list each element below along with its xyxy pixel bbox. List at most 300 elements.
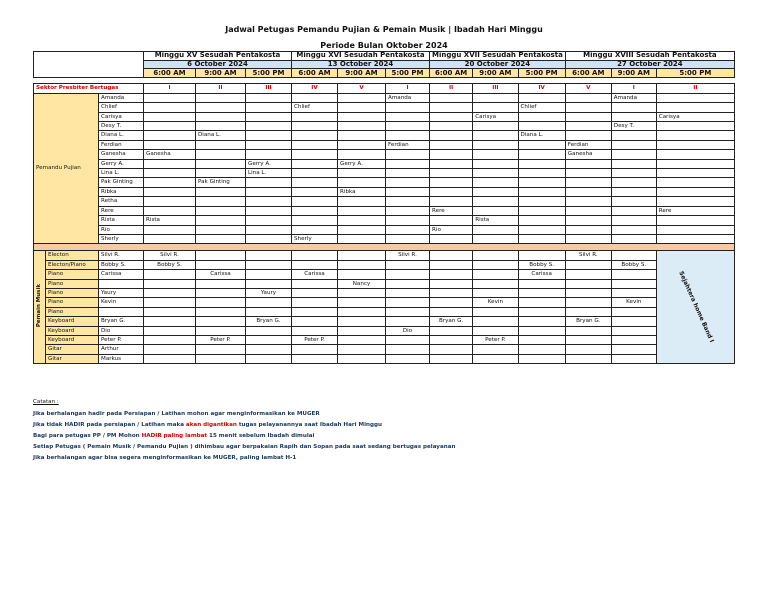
schedule-cell xyxy=(386,260,430,269)
sektor-value: II xyxy=(656,84,734,93)
pemandu-name: Retha xyxy=(99,197,144,206)
schedule-cell xyxy=(144,187,196,196)
schedule-cell xyxy=(656,140,734,149)
schedule-cell xyxy=(518,298,565,307)
schedule-cell xyxy=(338,140,386,149)
schedule-cell xyxy=(246,326,292,335)
schedule-cell xyxy=(518,225,565,234)
schedule-cell xyxy=(386,112,430,121)
week-name: Minggu XVIII Sesudah Pentakosta xyxy=(565,52,734,61)
schedule-cell xyxy=(611,225,656,234)
schedule-cell: Silvi R. xyxy=(144,251,196,260)
schedule-cell xyxy=(246,178,292,187)
schedule-cell: Carissa xyxy=(196,270,246,279)
schedule-cell xyxy=(292,197,338,206)
pemandu-name: Diana L. xyxy=(99,131,144,140)
schedule-cell xyxy=(430,112,473,121)
notes-heading: Catatan : xyxy=(33,399,59,405)
schedule-cell: Sherly xyxy=(292,234,338,243)
schedule-cell: Bryan G. xyxy=(430,317,473,326)
pemandu-row xyxy=(34,112,735,121)
schedule-cell xyxy=(246,234,292,243)
schedule-cell: Kevin xyxy=(473,298,518,307)
sektor-value: I xyxy=(144,84,196,93)
pemandu-row xyxy=(34,187,735,196)
schedule-cell xyxy=(338,112,386,121)
schedule-cell xyxy=(473,159,518,168)
musik-row xyxy=(34,279,735,288)
service-time: 6:00 AM xyxy=(144,69,196,78)
instrument: Piano xyxy=(46,270,99,279)
musik-row xyxy=(34,307,735,316)
schedule-cell xyxy=(565,159,611,168)
schedule-cell xyxy=(386,288,430,297)
week-name: Minggu XVII Sesudah Pentakosta xyxy=(430,52,566,61)
schedule-cell xyxy=(144,317,196,326)
schedule-cell xyxy=(196,169,246,178)
musician-name: Markus xyxy=(99,354,144,363)
sektor-value: II xyxy=(196,84,246,93)
schedule-cell xyxy=(196,345,246,354)
pemandu-name: Lina L. xyxy=(99,169,144,178)
schedule-cell xyxy=(518,206,565,215)
pemandu-name: Rere xyxy=(99,206,144,215)
schedule-cell xyxy=(292,187,338,196)
schedule-cell xyxy=(196,279,246,288)
schedule-cell xyxy=(386,122,430,131)
service-time: 6:00 AM xyxy=(430,69,473,78)
schedule-cell: Desy T. xyxy=(611,122,656,131)
period-subtitle: Periode Bulan Oktober 2024 xyxy=(320,41,448,50)
schedule-cell xyxy=(386,216,430,225)
instrument: Piano xyxy=(46,307,99,316)
schedule-cell xyxy=(292,317,338,326)
schedule-cell xyxy=(386,270,430,279)
schedule-cell xyxy=(246,307,292,316)
schedule-cell xyxy=(196,307,246,316)
schedule-cell: Rio xyxy=(430,225,473,234)
schedule-cell xyxy=(611,270,656,279)
schedule-cell xyxy=(611,317,656,326)
note-line-4: Setiap Petugas ( Pemain Musik / Pemandu Pujian ) dihimbau agar berpakaian Rapih dan Sopan pada saat sedang bertugas pelayanan xyxy=(33,444,456,450)
note-line-5: Jika berhalangan agar bisa segera menginformasikan ke MUGER, paling lambat H-1 xyxy=(33,455,297,461)
musician-name: Bobby S. xyxy=(99,260,144,269)
schedule-cell xyxy=(565,326,611,335)
schedule-cell xyxy=(430,187,473,196)
schedule-cell xyxy=(611,178,656,187)
schedule-cell: Pak Ginting xyxy=(196,178,246,187)
schedule-cell xyxy=(518,335,565,344)
schedule-cell xyxy=(386,279,430,288)
schedule-cell xyxy=(338,335,386,344)
schedule-cell xyxy=(144,178,196,187)
schedule-cell xyxy=(656,225,734,234)
schedule-cell xyxy=(196,122,246,131)
schedule-cell xyxy=(473,187,518,196)
schedule-cell xyxy=(518,317,565,326)
pemandu-name: Sherly xyxy=(99,234,144,243)
schedule-cell xyxy=(246,345,292,354)
service-time: 5:00 PM xyxy=(518,69,565,78)
pemandu-row xyxy=(34,197,735,206)
sektor-value: III xyxy=(473,84,518,93)
schedule-cell xyxy=(565,234,611,243)
schedule-cell xyxy=(473,197,518,206)
schedule-cell xyxy=(144,140,196,149)
service-time: 9:00 AM xyxy=(611,69,656,78)
schedule-cell xyxy=(565,103,611,112)
schedule-cell xyxy=(656,187,734,196)
schedule-cell xyxy=(338,122,386,131)
schedule-cell xyxy=(246,140,292,149)
schedule-cell xyxy=(473,317,518,326)
schedule-cell xyxy=(473,279,518,288)
schedule-cell xyxy=(144,197,196,206)
schedule-cell: Bobby S. xyxy=(518,260,565,269)
pemandu-row xyxy=(34,122,735,131)
schedule-cell xyxy=(611,103,656,112)
schedule-cell: Nancy xyxy=(338,279,386,288)
schedule-cell xyxy=(656,93,734,102)
sektor-value: V xyxy=(565,84,611,93)
pemandu-name: Ganesha xyxy=(99,150,144,159)
service-time: 5:00 PM xyxy=(246,69,292,78)
schedule-cell xyxy=(292,93,338,102)
schedule-cell xyxy=(386,150,430,159)
schedule-cell: Peter P. xyxy=(196,335,246,344)
schedule-cell xyxy=(292,131,338,140)
schedule-cell xyxy=(292,279,338,288)
pemandu-row xyxy=(34,178,735,187)
schedule-cell xyxy=(430,103,473,112)
schedule-cell xyxy=(292,260,338,269)
separator-row xyxy=(34,244,735,251)
schedule-cell: Ferdian xyxy=(386,140,430,149)
pemandu-row xyxy=(34,234,735,243)
schedule-cell xyxy=(292,169,338,178)
musik-row xyxy=(34,317,735,326)
header-blank xyxy=(34,52,144,78)
schedule-cell xyxy=(338,93,386,102)
musik-row xyxy=(34,354,735,363)
schedule-cell xyxy=(386,335,430,344)
instrument: Keyboard xyxy=(46,326,99,335)
schedule-cell xyxy=(246,150,292,159)
schedule-cell: Peter P. xyxy=(473,335,518,344)
schedule-cell xyxy=(144,279,196,288)
schedule-cell xyxy=(565,122,611,131)
schedule-cell xyxy=(611,354,656,363)
musik-row xyxy=(34,326,735,335)
service-time: 5:00 PM xyxy=(656,69,734,78)
schedule-cell xyxy=(518,150,565,159)
schedule-cell xyxy=(430,298,473,307)
schedule-cell xyxy=(565,270,611,279)
schedule-cell xyxy=(473,131,518,140)
schedule-cell xyxy=(292,178,338,187)
schedule-cell xyxy=(292,150,338,159)
schedule-cell xyxy=(473,140,518,149)
schedule-cell xyxy=(144,159,196,168)
schedule-cell xyxy=(565,354,611,363)
schedule-cell xyxy=(611,326,656,335)
schedule-cell xyxy=(338,206,386,215)
schedule-cell xyxy=(196,103,246,112)
schedule-cell xyxy=(611,234,656,243)
schedule-cell xyxy=(430,122,473,131)
schedule-cell xyxy=(144,131,196,140)
musik-row xyxy=(34,335,735,344)
schedule-cell xyxy=(518,251,565,260)
schedule-cell xyxy=(338,345,386,354)
schedule-cell: Amanda xyxy=(386,93,430,102)
schedule-cell xyxy=(611,251,656,260)
schedule-cell xyxy=(144,234,196,243)
schedule-cell xyxy=(473,93,518,102)
schedule-cell xyxy=(292,354,338,363)
schedule-cell xyxy=(473,122,518,131)
schedule-cell xyxy=(565,178,611,187)
schedule-cell xyxy=(144,288,196,297)
schedule-cell xyxy=(518,197,565,206)
schedule-cell xyxy=(338,307,386,316)
schedule-cell xyxy=(144,307,196,316)
schedule-cell xyxy=(338,197,386,206)
pemandu-row xyxy=(34,216,735,225)
schedule-cell xyxy=(386,178,430,187)
schedule-cell: Rere xyxy=(430,206,473,215)
schedule-cell xyxy=(196,216,246,225)
schedule-cell xyxy=(473,178,518,187)
schedule-cell xyxy=(338,270,386,279)
pemandu-name: Chlief xyxy=(99,103,144,112)
schedule-cell xyxy=(292,112,338,121)
schedule-cell xyxy=(430,140,473,149)
schedule-cell xyxy=(196,159,246,168)
schedule-cell xyxy=(338,150,386,159)
schedule-cell xyxy=(565,169,611,178)
schedule-cell xyxy=(144,270,196,279)
service-time: 6:00 AM xyxy=(292,69,338,78)
schedule-cell: Bryan G. xyxy=(565,317,611,326)
schedule-cell xyxy=(518,159,565,168)
schedule-cell xyxy=(473,270,518,279)
schedule-cell xyxy=(565,288,611,297)
schedule-cell xyxy=(338,131,386,140)
pemandu-row xyxy=(34,206,735,215)
schedule-cell: Ganesha xyxy=(144,150,196,159)
pemandu-name: Ribka xyxy=(99,187,144,196)
schedule-cell xyxy=(246,93,292,102)
musik-label-text: Pemain Musik xyxy=(36,283,43,328)
schedule-cell xyxy=(565,197,611,206)
schedule-cell: Carissa xyxy=(518,270,565,279)
instrument: Piano xyxy=(46,288,99,297)
schedule-cell xyxy=(430,150,473,159)
sektor-label: Sektor Presbiter Bertugas xyxy=(34,84,144,93)
schedule-cell xyxy=(518,216,565,225)
schedule-cell xyxy=(430,354,473,363)
musik-row xyxy=(34,251,735,260)
schedule-cell xyxy=(196,187,246,196)
schedule-cell xyxy=(656,178,734,187)
schedule-cell xyxy=(338,317,386,326)
schedule-cell xyxy=(196,112,246,121)
schedule-cell xyxy=(611,216,656,225)
sektor-row xyxy=(34,84,735,93)
schedule-cell xyxy=(518,122,565,131)
musician-name xyxy=(99,307,144,316)
schedule-cell xyxy=(144,345,196,354)
schedule-cell xyxy=(473,354,518,363)
schedule-cell xyxy=(144,93,196,102)
schedule-cell: Ferdian xyxy=(565,140,611,149)
schedule-cell xyxy=(611,307,656,316)
schedule-cell xyxy=(386,234,430,243)
schedule-cell xyxy=(565,225,611,234)
musician-name: Arthur xyxy=(99,345,144,354)
instrument: Gitar xyxy=(46,345,99,354)
schedule-cell xyxy=(338,234,386,243)
schedule-cell: Lina L. xyxy=(246,169,292,178)
schedule-cell xyxy=(430,307,473,316)
schedule-cell xyxy=(338,169,386,178)
musician-name: Dio xyxy=(99,326,144,335)
schedule-cell xyxy=(656,197,734,206)
musik-row xyxy=(34,345,735,354)
schedule-cell xyxy=(430,159,473,168)
schedule-cell xyxy=(518,169,565,178)
schedule-cell xyxy=(518,354,565,363)
schedule-cell xyxy=(386,131,430,140)
schedule-cell xyxy=(246,112,292,121)
separator-cell xyxy=(34,244,735,251)
schedule-cell xyxy=(611,159,656,168)
schedule-cell xyxy=(430,260,473,269)
schedule-cell xyxy=(246,354,292,363)
schedule-cell xyxy=(430,178,473,187)
schedule-cell xyxy=(473,234,518,243)
instrument: Keyboard xyxy=(46,317,99,326)
week-date: 20 October 2024 xyxy=(430,60,566,69)
pemandu-name: Amanda xyxy=(99,93,144,102)
schedule-cell: Bobby S. xyxy=(611,260,656,269)
schedule-cell xyxy=(292,298,338,307)
note-line-2: Jika tidak HADIR pada persiapan / Latihan maka akan digantikan tugas pelayanannya saat Ibadah Hari Minggu xyxy=(33,422,382,428)
sektor-value: IV xyxy=(292,84,338,93)
musician-name: Silvi R. xyxy=(99,251,144,260)
service-time: 9:00 AM xyxy=(196,69,246,78)
instrument: Gitar xyxy=(46,354,99,363)
musician-name: Yaury xyxy=(99,288,144,297)
schedule-cell: Silvi R. xyxy=(386,251,430,260)
schedule-cell xyxy=(196,326,246,335)
schedule-cell xyxy=(338,251,386,260)
schedule-cell xyxy=(196,288,246,297)
schedule-cell xyxy=(386,206,430,215)
schedule-cell xyxy=(565,93,611,102)
schedule-cell xyxy=(656,150,734,159)
schedule-cell xyxy=(386,298,430,307)
schedule-cell xyxy=(430,345,473,354)
schedule-cell: Rista xyxy=(144,216,196,225)
schedule-cell xyxy=(196,140,246,149)
schedule-cell xyxy=(144,225,196,234)
schedule-cell: Carisya xyxy=(473,112,518,121)
schedule-cell xyxy=(473,260,518,269)
schedule-cell xyxy=(430,251,473,260)
schedule-cell xyxy=(565,307,611,316)
schedule-cell xyxy=(144,112,196,121)
sektor-value: III xyxy=(246,84,292,93)
pemandu-row xyxy=(34,140,735,149)
schedule-cell xyxy=(386,103,430,112)
schedule-cell xyxy=(144,206,196,215)
schedule-cell xyxy=(386,345,430,354)
schedule-cell xyxy=(611,197,656,206)
schedule-cell: Carisya xyxy=(656,112,734,121)
pemandu-row xyxy=(34,159,735,168)
schedule-cell xyxy=(611,150,656,159)
schedule-cell xyxy=(292,159,338,168)
week-date: 27 October 2024 xyxy=(565,60,734,69)
schedule-cell xyxy=(656,131,734,140)
week-date: 6 October 2024 xyxy=(144,60,292,69)
schedule-cell xyxy=(246,103,292,112)
schedule-cell: Bryan G. xyxy=(246,317,292,326)
schedule-cell: Kevin xyxy=(611,298,656,307)
schedule-cell: Gerry A. xyxy=(246,159,292,168)
sektor-value: I xyxy=(611,84,656,93)
schedule-cell xyxy=(144,326,196,335)
schedule-cell xyxy=(430,270,473,279)
schedule-cell xyxy=(246,131,292,140)
schedule-cell: Gerry A. xyxy=(338,159,386,168)
schedule-cell xyxy=(292,288,338,297)
sektor-value: II xyxy=(430,84,473,93)
musik-row xyxy=(34,260,735,269)
schedule-cell xyxy=(518,187,565,196)
schedule-cell xyxy=(338,225,386,234)
schedule-cell xyxy=(611,206,656,215)
schedule-cell xyxy=(386,317,430,326)
schedule-cell xyxy=(565,187,611,196)
schedule-cell xyxy=(565,206,611,215)
pemandu-row xyxy=(34,225,735,234)
schedule-cell xyxy=(386,354,430,363)
musik-row xyxy=(34,298,735,307)
schedule-cell xyxy=(386,225,430,234)
schedule-cell xyxy=(338,103,386,112)
schedule-cell xyxy=(565,298,611,307)
schedule-cell xyxy=(292,326,338,335)
pemandu-name: Rio xyxy=(99,225,144,234)
schedule-cell xyxy=(611,187,656,196)
schedule-cell xyxy=(338,298,386,307)
schedule-cell xyxy=(656,234,734,243)
pemandu-name: Desy T. xyxy=(99,122,144,131)
schedule-cell xyxy=(292,216,338,225)
schedule-cell xyxy=(518,140,565,149)
pemandu-name: Gerry A. xyxy=(99,159,144,168)
schedule-cell xyxy=(196,298,246,307)
schedule-cell xyxy=(473,206,518,215)
schedule-cell: Amanda xyxy=(611,93,656,102)
schedule-cell xyxy=(246,216,292,225)
schedule-cell: Bobby S. xyxy=(144,260,196,269)
musician-name: Bryan G. xyxy=(99,317,144,326)
musician-name: Carissa xyxy=(99,270,144,279)
